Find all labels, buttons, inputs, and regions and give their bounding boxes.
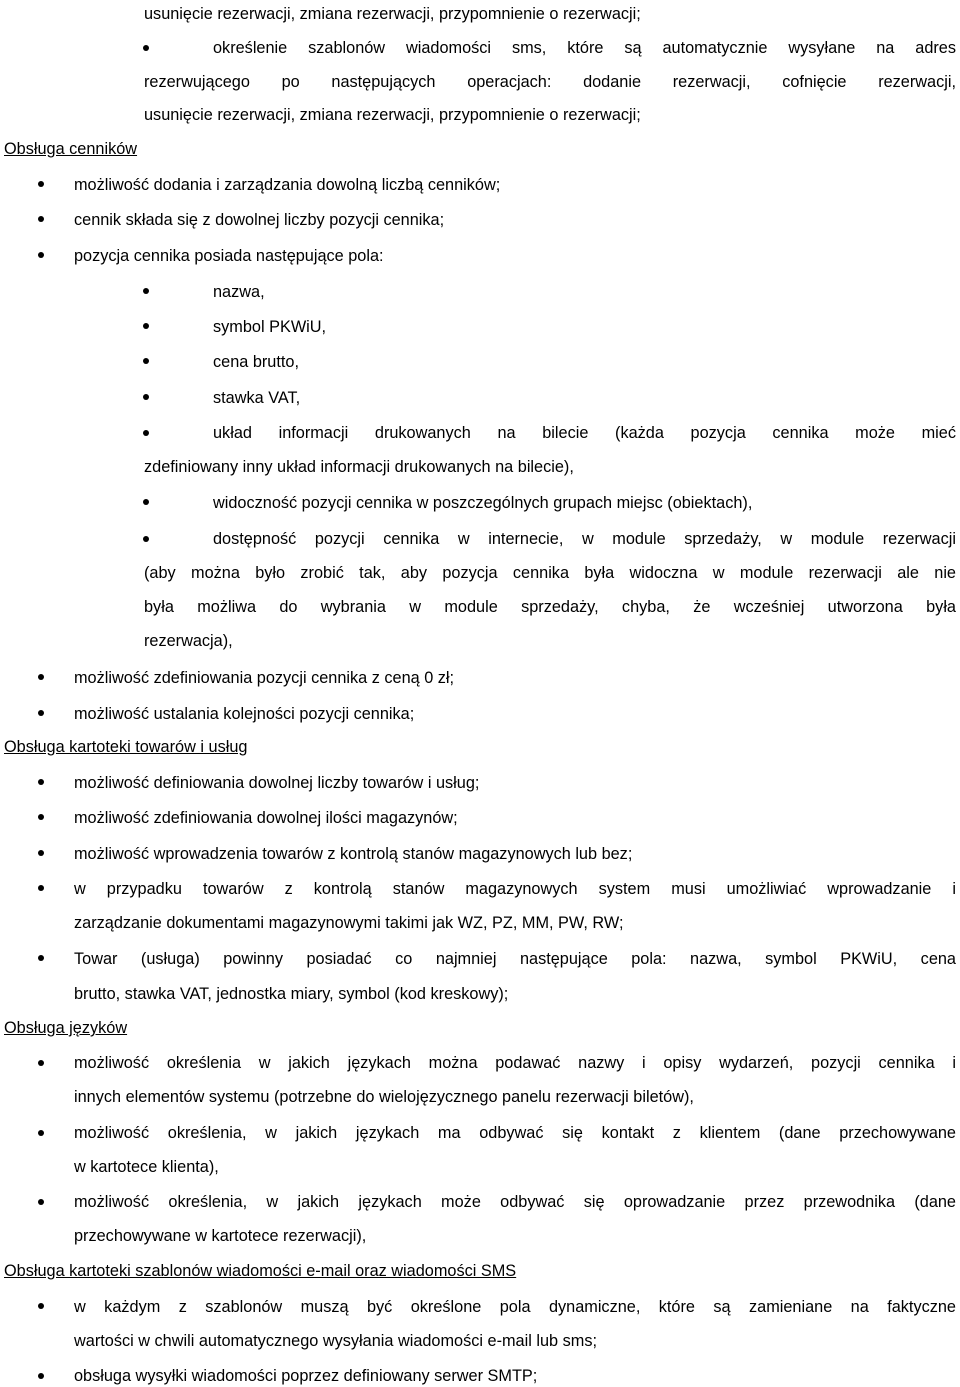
list-item: Towar (usługa) powinny posiadać co najmniej następujące pola: nazwa, symbol PKWiU, cena <box>74 950 956 968</box>
section-heading-towary: Obsługa kartoteki towarów i usług <box>4 738 248 756</box>
text-line: w kartotece klienta), <box>74 1158 219 1176</box>
list-item: symbol PKWiU, <box>213 318 327 336</box>
bullet-icon <box>38 1373 44 1379</box>
list-item: dostępność pozycji cennika w internecie, w module sprzedaży, w module rezerwacji <box>213 530 956 548</box>
bullet-icon <box>143 536 149 542</box>
text-line: (aby można było zrobić tak, aby pozycja cennika była widoczna w module rezerwacji ale nie <box>144 564 956 582</box>
bullet-icon <box>143 288 149 294</box>
text-line: innych elementów systemu (potrzebne do wielojęzycznego panelu rezerwacji biletów), <box>74 1088 694 1106</box>
bullet-icon <box>38 710 44 716</box>
bullet-icon <box>38 674 44 680</box>
list-item: możliwość zdefiniowania dowolnej ilości magazynów; <box>74 809 458 827</box>
list-item: w każdym z szablonów muszą być określone pola dynamiczne, które są zamieniane na faktyczne <box>74 1298 956 1316</box>
bullet-icon <box>38 1060 44 1066</box>
bullet-icon <box>143 499 149 505</box>
list-item: możliwość określenia, w jakich językach ma odbywać się kontakt z klientem (dane przechowywane <box>74 1124 956 1142</box>
list-item: pozycja cennika posiada następujące pola: <box>74 247 384 265</box>
bullet-icon <box>143 45 149 51</box>
list-item: możliwość dodania i zarządzania dowolną liczbą cenników; <box>74 176 501 194</box>
bullet-icon <box>143 323 149 329</box>
bullet-icon <box>38 850 44 856</box>
text-line: usunięcie rezerwacji, zmiana rezerwacji, przypomnienie o rezerwacji; <box>144 106 641 124</box>
bullet-icon <box>38 885 44 891</box>
list-item: możliwość wprowadzenia towarów z kontrolą stanów magazynowych lub bez; <box>74 845 633 863</box>
list-item: w przypadku towarów z kontrolą stanów magazynowych system musi umożliwiać wprowadzanie i <box>74 880 956 898</box>
bullet-icon <box>38 216 44 222</box>
list-item: układ informacji drukowanych na bilecie (każda pozycja cennika może mieć <box>213 424 956 442</box>
text-line: rezerwacja), <box>144 632 233 650</box>
bullet-icon <box>38 252 44 258</box>
text-line: zarządzanie dokumentami magazynowymi takimi jak WZ, PZ, MM, PW, RW; <box>74 914 624 932</box>
list-item: stawka VAT, <box>213 389 301 407</box>
list-item: widoczność pozycji cennika w poszczególnych grupach miejsc (obiektach), <box>213 494 753 512</box>
section-heading-szablony: Obsługa kartoteki szablonów wiadomości e-mail oraz wiadomości SMS <box>4 1262 517 1280</box>
bullet-icon <box>38 955 44 961</box>
list-item: możliwość ustalania kolejności pozycji cennika; <box>74 705 415 723</box>
bullet-icon <box>38 1199 44 1205</box>
bullet-icon <box>38 779 44 785</box>
text-line: brutto, stawka VAT, jednostka miary, symbol (kod kreskowy); <box>74 985 509 1003</box>
list-item: cena brutto, <box>213 353 299 371</box>
text-line: była możliwa do wybrania w module sprzedaży, chyba, że wcześniej utworzona była <box>144 598 956 616</box>
text-line: usunięcie rezerwacji, zmiana rezerwacji, przypomnienie o rezerwacji; <box>144 5 641 23</box>
text-line: wartości w chwili automatycznego wysyłania wiadomości e-mail lub sms; <box>74 1332 597 1350</box>
text-line: rezerwującego po następujących operacjach: dodanie rezerwacji, cofnięcie rezerwacji, <box>144 73 956 91</box>
text-line: określenie szablonów wiadomości sms, które są automatycznie wysyłane na adres <box>213 39 956 57</box>
section-heading-cenniki: Obsługa cenników <box>4 140 138 158</box>
bullet-icon <box>143 358 149 364</box>
bullet-icon <box>143 394 149 400</box>
bullet-icon <box>143 430 149 436</box>
list-item: możliwość definiowania dowolnej liczby towarów i usług; <box>74 774 480 792</box>
list-item: możliwość określenia w jakich językach można podawać nazwy i opisy wydarzeń, pozycji cennika i <box>74 1054 956 1072</box>
list-item: możliwość zdefiniowania pozycji cennika z ceną 0 zł; <box>74 669 455 687</box>
list-item: cennik składa się z dowolnej liczby pozycji cennika; <box>74 211 445 229</box>
section-heading-jezyki: Obsługa języków <box>4 1019 128 1037</box>
text-line: zdefiniowany inny układ informacji drukowanych na bilecie), <box>144 458 574 476</box>
list-item: nazwa, <box>213 283 265 301</box>
list-item: możliwość określenia, w jakich językach może odbywać się oprowadzanie przez przewodnika (dane <box>74 1193 956 1211</box>
text-line: przechowywane w kartotece rezerwacji), <box>74 1227 367 1245</box>
bullet-icon <box>38 814 44 820</box>
list-item: obsługa wysyłki wiadomości poprzez definiowany serwer SMTP; <box>74 1367 538 1385</box>
bullet-icon <box>38 181 44 187</box>
bullet-icon <box>38 1303 44 1309</box>
bullet-icon <box>38 1130 44 1136</box>
